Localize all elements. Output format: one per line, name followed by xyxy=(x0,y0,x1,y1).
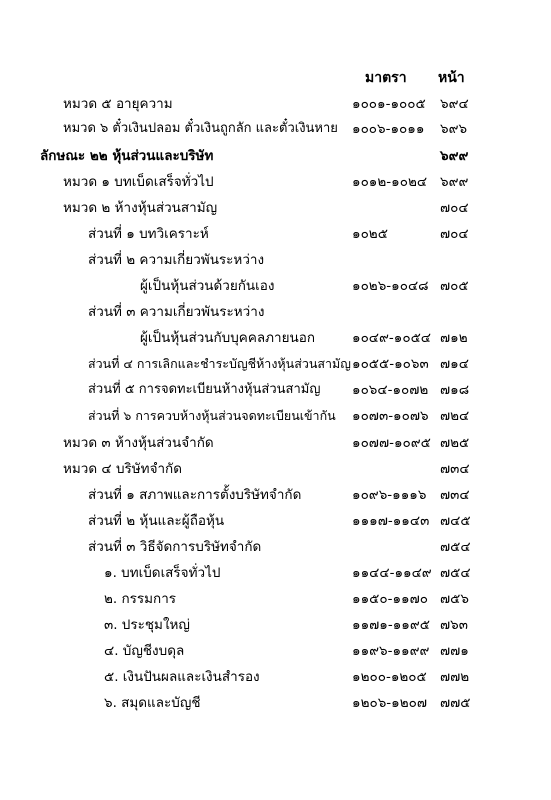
toc-entry-title: ๔. บัญชีงบดุล xyxy=(104,643,185,659)
toc-entry-section: ๑๐๗๓-๑๐๗๖ xyxy=(352,408,429,424)
toc-entry-page: ๖๙๙ xyxy=(440,148,469,164)
toc-entry-title: หมวด ๔ บริษัทจำกัด xyxy=(63,461,182,477)
toc-entry-title: ส่วนที่ ๓ วิธีจัดการบริษัทจำกัด xyxy=(88,539,262,555)
toc-entry-page: ๗๗๒ xyxy=(440,669,470,685)
toc-entry-page: ๗๑๒ xyxy=(440,330,468,346)
toc-row xyxy=(0,536,551,558)
toc-row xyxy=(0,666,551,688)
toc-entry-section: ๑๐๒๖-๑๐๔๘ xyxy=(352,278,429,294)
toc-entry-title: ๖. สมุดและบัญชี xyxy=(104,695,201,711)
toc-row xyxy=(0,327,551,349)
toc-entry-section: ๑๑๙๖-๑๑๙๙ xyxy=(352,643,430,659)
toc-chapter-title: ลักษณะ ๒๒ หุ้นส่วนและบริษัท xyxy=(40,148,214,164)
toc-entry-page: ๗๐๔ xyxy=(440,200,469,216)
toc-entry-section: ๑๐๐๑-๑๐๐๕ xyxy=(352,96,426,112)
toc-entry-section: ๑๑๗๑-๑๑๙๕ xyxy=(352,617,430,633)
toc-entry-section: ๑๐๗๗-๑๐๙๕ xyxy=(352,435,431,451)
toc-row xyxy=(0,275,551,297)
toc-entry-title: หมวด ๓ ห้างหุ้นส่วนจำกัด xyxy=(63,435,214,451)
toc-entry-section: ๑๐๔๙-๑๐๕๔ xyxy=(352,330,432,346)
toc-entry-title: ส่วนที่ ๒ หุ้นและผู้ถือหุ้น xyxy=(88,513,225,529)
toc-row xyxy=(0,692,551,714)
toc-entry-title: ส่วนที่ ๕ การจดทะเบียนห้างหุ้นส่วนสามัญ xyxy=(88,382,321,397)
toc-entry-title: หมวด ๑ บทเบ็ดเสร็จทั่วไป xyxy=(63,174,214,190)
toc-row xyxy=(0,118,551,140)
toc-entry-title: ส่วนที่ ๖ การควบห้างหุ้นส่วนจดทะเบียนเข้ากัน xyxy=(88,408,336,423)
toc-row xyxy=(0,432,551,454)
toc-entry-page: ๗๓๔ xyxy=(440,461,470,477)
toc-row xyxy=(0,249,551,271)
toc-entry-page: ๗๗๕ xyxy=(440,695,471,711)
toc-row xyxy=(0,171,551,193)
toc-entry-title: ๓. ประชุมใหญ่ xyxy=(104,617,190,633)
toc-row xyxy=(0,197,551,219)
toc-row xyxy=(0,458,551,480)
toc-entry-title: ส่วนที่ ๑ บทวิเคราะห์ xyxy=(88,226,209,242)
toc-entry-title: ส่วนที่ ๑ สภาพและการตั้งบริษัทจำกัด xyxy=(88,487,302,503)
toc-entry-section: ๑๐๐๖-๑๐๑๑ xyxy=(352,121,425,137)
toc-entry-page: ๗๐๕ xyxy=(440,278,469,294)
toc-row xyxy=(0,379,551,401)
toc-entry-page: ๗๑๔ xyxy=(440,356,469,372)
toc-entry-title: ส่วนที่ ๒ ความเกี่ยวพันระหว่าง xyxy=(88,252,265,268)
toc-row xyxy=(0,93,551,115)
toc-entry-section: ๑๑๕๐-๑๑๗๐ xyxy=(352,591,428,607)
section-column-header: มาตรา xyxy=(365,70,407,86)
toc-entry-title: ๕. เงินปันผลและเงินสำรอง xyxy=(104,669,260,685)
toc-row xyxy=(0,562,551,584)
toc-entry-page: ๖๙๙ xyxy=(440,174,469,190)
toc-entry-page: ๗๖๓ xyxy=(440,617,468,633)
toc-row xyxy=(0,640,551,662)
toc-entry-page: ๗๒๔ xyxy=(440,408,470,424)
toc-entry-section: ๑๐๕๕-๑๐๖๓ xyxy=(352,356,429,372)
toc-entry-section: ๑๐๖๔-๑๐๗๒ xyxy=(352,382,429,398)
toc-entry-page: ๗๑๘ xyxy=(440,382,470,398)
toc-entry-section: ๑๑๔๔-๑๑๔๙ xyxy=(352,565,432,581)
toc-entry-page: ๖๙๔ xyxy=(440,96,469,112)
toc-entry-title: ๑. บทเบ็ดเสร็จทั่วไป xyxy=(104,565,221,581)
toc-entry-section: ๑๐๒๕ xyxy=(352,226,388,242)
toc-entry-section: ๑๒๐๐-๑๒๐๕ xyxy=(352,669,427,685)
toc-entry-page: ๖๙๖ xyxy=(440,121,468,137)
toc-entry-page: ๗๕๔ xyxy=(440,539,471,555)
toc-entry-title: หมวด ๒ ห้างหุ้นส่วนสามัญ xyxy=(63,200,218,216)
toc-entry-title: ผู้เป็นหุ้นส่วนด้วยกันเอง xyxy=(140,278,275,294)
toc-entry-page: ๗๒๕ xyxy=(440,435,470,451)
toc-entry-title: หมวด ๕ อายุความ xyxy=(63,96,173,112)
toc-entry-title: ส่วนที่ ๔ การเลิกและชำระบัญชีห้างหุ้นส่วนสามัญ xyxy=(88,356,351,371)
toc-entry-section: ๑๒๐๖-๑๒๐๗ xyxy=(352,695,428,711)
toc-entry-title: ๒. กรรมการ xyxy=(104,591,177,607)
toc-entry-page: ๗๔๕ xyxy=(440,513,471,529)
toc-row xyxy=(0,614,551,636)
toc-row xyxy=(0,301,551,323)
toc-row xyxy=(0,510,551,532)
toc-row xyxy=(0,223,551,245)
toc-entry-section: ๑๐๑๒-๑๐๒๔ xyxy=(352,174,428,190)
toc-row xyxy=(0,484,551,506)
toc-row xyxy=(0,353,551,375)
toc-entry-title: ผู้เป็นหุ้นส่วนกับบุคคลภายนอก xyxy=(140,330,316,346)
toc-row xyxy=(0,405,551,427)
toc-row xyxy=(0,588,551,610)
toc-entry-page: ๗๗๑ xyxy=(440,643,469,659)
toc-entry-section: ๑๐๙๖-๑๑๑๖ xyxy=(352,487,427,503)
toc-entry-page: ๗๓๔ xyxy=(440,487,470,503)
toc-entry-title: หมวด ๖ ตั๋วเงินปลอม ตั๋วเงินถูกลัก และตั๋วเงินหาย xyxy=(63,121,338,136)
toc-entry-section: ๑๑๑๗-๑๑๔๓ xyxy=(352,513,430,529)
toc-entry-page: ๗๕๔ xyxy=(440,565,471,581)
toc-entry-page: ๗๐๔ xyxy=(440,226,469,242)
toc-entry-title: ส่วนที่ ๓ ความเกี่ยวพันระหว่าง xyxy=(88,304,265,320)
toc-entry-page: ๗๕๖ xyxy=(440,591,469,607)
page-column-header: หน้า xyxy=(438,70,465,86)
toc-chapter-row xyxy=(0,145,551,167)
